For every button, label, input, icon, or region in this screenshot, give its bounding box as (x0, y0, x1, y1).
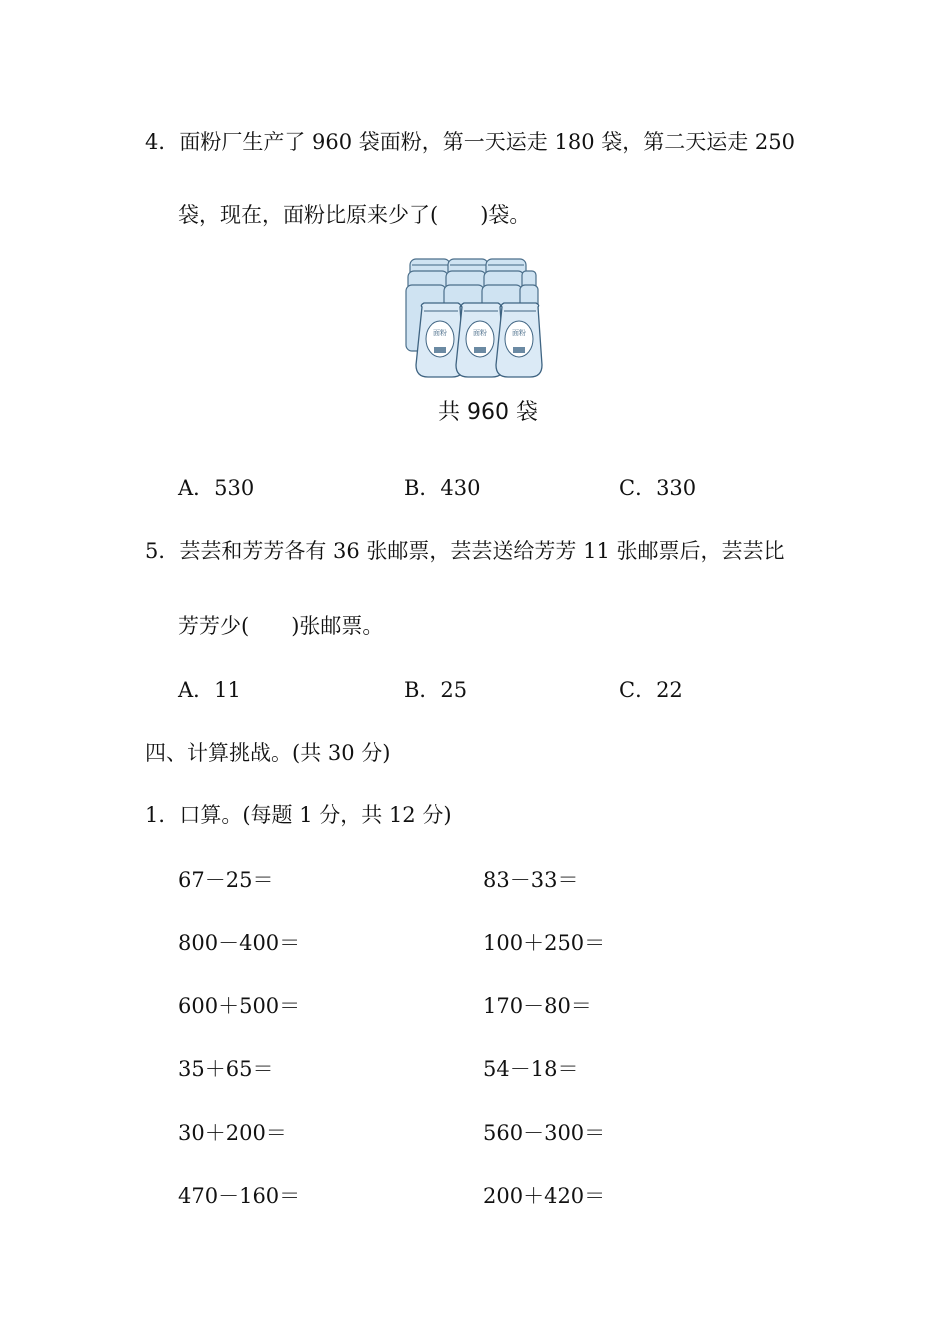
figure-caption: 共 960 袋 (438, 400, 538, 425)
calc-item: 100＋250＝ (483, 931, 606, 955)
calc-item: 30＋200＝ (178, 1121, 287, 1145)
calc-item: 800－400＝ (178, 931, 301, 955)
q4-option-c[interactable]: C．330 (619, 476, 697, 500)
q4-text-line2: 袋，现在，面粉比原来少了( )袋。 (178, 203, 531, 227)
flour-bags-icon (398, 255, 548, 385)
bag-label: 面粉 (512, 329, 526, 337)
q5-option-b[interactable]: B．25 (404, 678, 468, 702)
bag-label: 面粉 (433, 329, 447, 337)
q5-text-line1: 5．芸芸和芳芳各有 36 张邮票，芸芸送给芳芳 11 张邮票后，芸芸比 (145, 539, 785, 563)
q4-text-line1: 4．面粉厂生产了 960 袋面粉，第一天运走 180 袋，第二天运走 250 (145, 130, 795, 154)
section-heading: 四、计算挑战。(共 30 分) (145, 741, 391, 765)
calc-item: 67－25＝ (178, 868, 274, 892)
calc-item: 470－160＝ (178, 1184, 301, 1208)
calc-item: 35＋65＝ (178, 1057, 274, 1081)
calc-item: 83－33＝ (483, 868, 579, 892)
q5-text-line2: 芳芳少( )张邮票。 (178, 614, 384, 638)
q5-option-c[interactable]: C．22 (619, 678, 683, 702)
calc-item: 170－80＝ (483, 994, 592, 1018)
q4-option-a[interactable]: A．530 (178, 476, 255, 500)
calc-item: 560－300＝ (483, 1121, 606, 1145)
bag-label: 面粉 (473, 329, 487, 337)
calc-item: 200＋420＝ (483, 1184, 606, 1208)
calc-item: 600＋500＝ (178, 994, 301, 1018)
calc-item: 54－18＝ (483, 1057, 579, 1081)
flour-bags-illustration (398, 255, 548, 385)
calc-question-title: 1．口算。(每题 1 分，共 12 分) (145, 803, 452, 827)
q4-option-b[interactable]: B．430 (404, 476, 481, 500)
q5-option-a[interactable]: A．11 (178, 678, 241, 702)
